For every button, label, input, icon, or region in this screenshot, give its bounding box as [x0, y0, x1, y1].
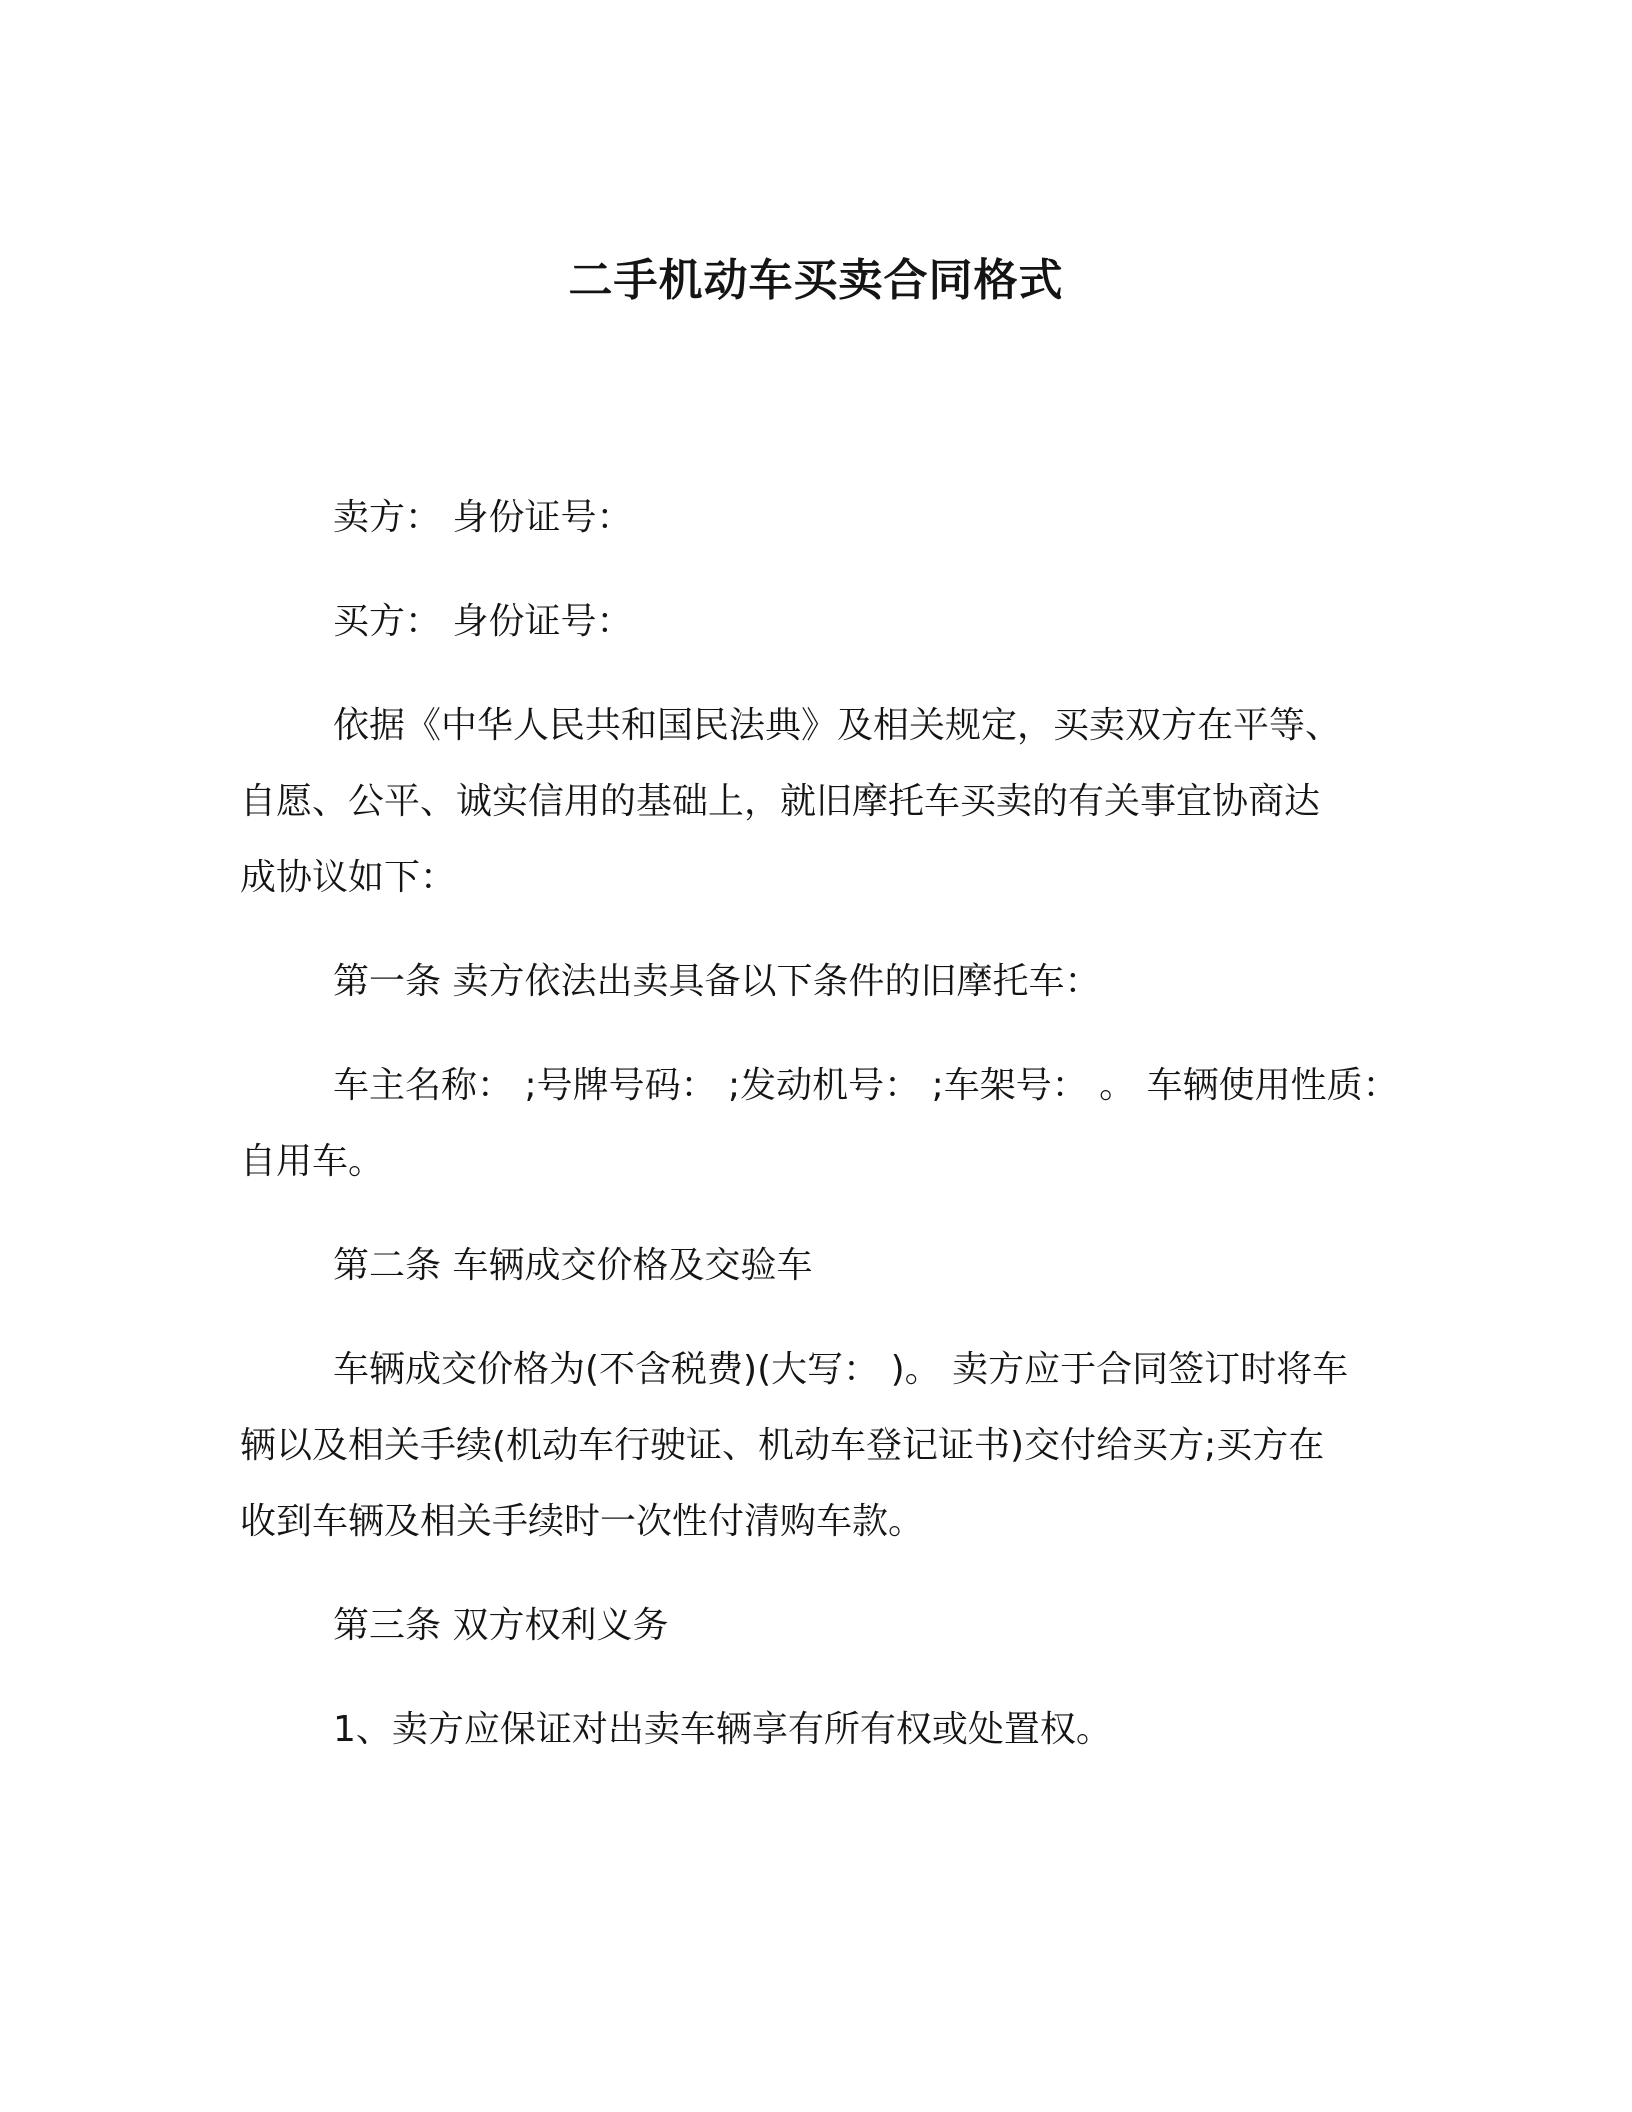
buyer-line: 买方： 身份证号：	[333, 601, 633, 642]
preamble-line-3: 成协议如下：	[240, 857, 457, 898]
article2-line-2: 辆以及相关手续(机动车行驶证、机动车登记证书)交付给买方;买方在	[240, 1425, 1325, 1466]
preamble-line-1: 依据《中华人民共和国民法典》及相关规定，买卖双方在平等、	[333, 705, 1342, 746]
article1-heading: 第一条 卖方依法出卖具备以下条件的旧摩托车：	[333, 961, 1101, 1002]
article3-item-1: 1、卖方应保证对出卖车辆享有所有权或处置权。	[333, 1709, 1112, 1750]
article2-line-1: 车辆成交价格为(不含税费)(大写： )。 卖方应于合同签订时将车	[333, 1349, 1349, 1390]
seller-line: 卖方： 身份证号：	[333, 497, 633, 538]
article1-line-2: 自用车。	[240, 1141, 385, 1182]
article3-heading: 第三条 双方权利义务	[333, 1605, 669, 1646]
document-title: 二手机动车买卖合同格式	[568, 255, 1064, 307]
article2-heading: 第二条 车辆成交价格及交验车	[333, 1245, 813, 1286]
article1-line-1: 车主名称： ;号牌号码： ;发动机号： ;车架号： 。 车辆使用性质：	[333, 1065, 1399, 1106]
article2-line-3: 收到车辆及相关手续时一次性付清购车款。	[240, 1501, 925, 1542]
preamble-line-2: 自愿、公平、诚实信用的基础上，就旧摩托车买卖的有关事宜协商达	[240, 781, 1321, 822]
